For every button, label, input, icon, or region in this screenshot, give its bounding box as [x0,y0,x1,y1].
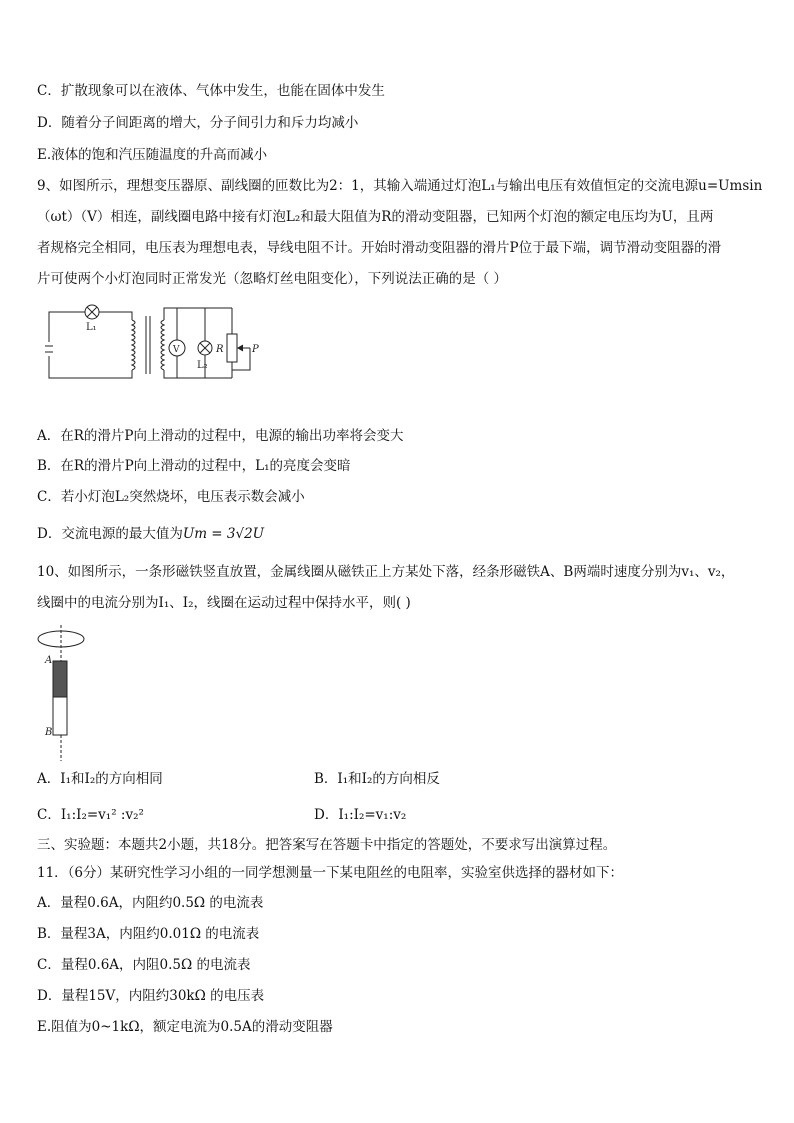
section3-heading: 三、实验题：本题共2小题，共18分。把答案写在答题卡中指定的答题处，不要求写出演算过程。 [37,837,617,853]
q11-option-d: D．量程15V，内阻约30kΩ 的电压表 [37,988,265,1004]
q9-option-c: C．若小灯泡L₂突然烧坏，电压表示数会减小 [37,489,305,505]
q9-stem-line1: 9、如图所示，理想变压器原、副线圈的匝数比为2：1，其输入端通过灯泡L₁与输出电压有效值恒定的交流电源u=Umsin [37,178,763,194]
q8-option-e: E.液体的饱和汽压随温度的升高而减小 [37,147,268,163]
q9-option-d [37,525,264,543]
q10-stem-line2: 线圈中的电流分别为I₁、I₂，线圈在运动过程中保持水平，则( ) [37,595,411,611]
q9-label-l2: L₂ [197,360,208,371]
q10-option-b: B．I₁和I₂的方向相反 [314,771,440,787]
q10-option-a: A．I₁和I₂的方向相同 [37,771,163,787]
q11-option-e: E.阻值为0~1kΩ，额定电流为0.5A的滑动变阻器 [37,1019,333,1035]
q9-option-b: B．在R的滑片P向上滑动的过程中，L₁的亮度会变暗 [37,458,351,474]
q11-option-b: B．量程3A，内阻约0.01Ω 的电流表 [37,926,260,942]
q9-stem-line3: 者规格完全相同，电压表为理想电表，导线电阻不计。开始时滑动变阻器的滑片P位于最下端，调节滑动变阻器的滑 [37,240,722,256]
q9-label-p: P [252,344,259,355]
q9-label-v: V [173,345,180,355]
q11-option-c: C．量程0.6A，内阻0.5Ω 的电流表 [37,957,251,973]
q9-stem-line2: （ωt）（V）相连，副线圈电路中接有灯泡L₂和最大阻值为R的滑动变阻器，已知两个灯泡的额定电压均为U，且两 [37,209,714,225]
q9-option-d-prefix: D．交流电源的最大值为 [37,526,183,542]
q11-stem: 11．（6分）某研究性学习小组的一同学想测量一下某电阻丝的电阻率，实验室供选择的器材如下： [37,865,624,881]
q9-label-r: R [216,344,224,355]
q9-option-d-formula: Um = 3√2U [182,526,265,542]
q9-circuit-diagram [40,300,270,385]
q10-label-a: A [45,655,53,666]
q10-stem-line1: 10、如图所示，一条形磁铁竖直放置，金属线圈从磁铁正上方某处下落，经条形磁铁A、B两端时速度分别为v₁、v₂， [37,564,735,580]
q10-option-c: C．I₁:I₂=v₁² :v₂² [37,807,144,823]
q11-option-a: A．量程0.6A，内阻约0.5Ω 的电流表 [37,895,264,911]
q9-option-a: A．在R的滑片P向上滑动的过程中，电源的输出功率将会变大 [37,428,404,444]
q10-label-b: B [45,727,53,738]
q8-option-d: D．随着分子间距离的增大，分子间引力和斥力均减小 [37,115,359,131]
q8-option-c: C．扩散现象可以在液体、气体中发生，也能在固体中发生 [37,83,385,99]
q9-label-l1: L₁ [86,322,97,333]
q10-option-d: D．I₁:I₂=v₁:v₂ [314,807,407,823]
q9-stem-line4: 片可使两个小灯泡同时正常发光（忽略灯丝电阻变化），下列说法正确的是（ ） [37,271,508,287]
q10-magnet-diagram [34,623,94,763]
